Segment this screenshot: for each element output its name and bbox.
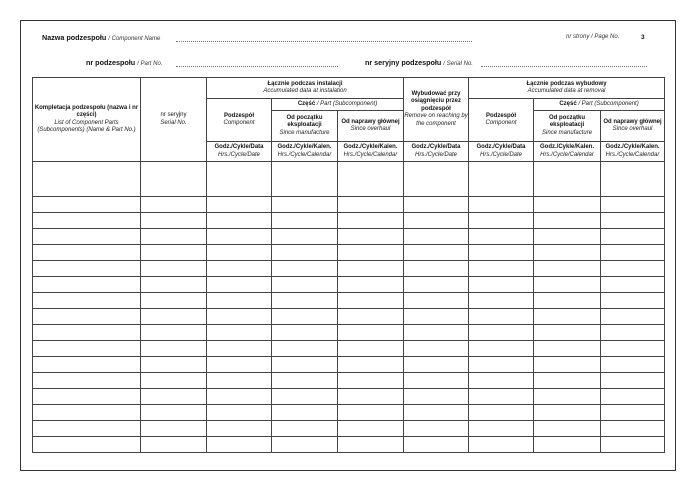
table-row: [33, 229, 665, 245]
table-cell[interactable]: [338, 197, 404, 213]
table-cell[interactable]: [141, 245, 207, 261]
component-name-label: Nazwa podzespołu / Component Name: [42, 33, 161, 42]
table-cell[interactable]: [338, 261, 404, 277]
table-cell[interactable]: [141, 162, 207, 197]
table-cell[interactable]: [338, 162, 404, 197]
table-cell[interactable]: [601, 437, 665, 453]
table-cell[interactable]: [404, 357, 469, 373]
table-cell[interactable]: [469, 373, 534, 389]
subcomponents-header: Kompletacja podzespołu (nazwa i nr części) List of Component Parts (Subcomponents) (Name & Part No.): [33, 78, 141, 162]
table-cell[interactable]: [534, 389, 601, 405]
table-cell[interactable]: [404, 162, 469, 197]
table-cell[interactable]: [404, 389, 469, 405]
table-row: [33, 162, 665, 197]
table-cell[interactable]: [534, 261, 601, 277]
table-cell[interactable]: [272, 357, 338, 373]
table-cell[interactable]: [469, 162, 534, 197]
table-row: [33, 357, 665, 373]
table-cell[interactable]: [272, 197, 338, 213]
table-cell[interactable]: [338, 405, 404, 421]
table-row: [33, 309, 665, 325]
table-body: [33, 162, 665, 453]
table-cell[interactable]: [33, 341, 141, 357]
removal-component-header: Podzespół Component: [469, 99, 534, 142]
table-cell[interactable]: [207, 357, 272, 373]
table-cell[interactable]: [338, 373, 404, 389]
table-cell[interactable]: [534, 341, 601, 357]
table-cell[interactable]: [404, 373, 469, 389]
table-cell[interactable]: [272, 373, 338, 389]
table-cell[interactable]: [601, 293, 665, 309]
part-no-field[interactable]: [176, 66, 338, 67]
table-cell[interactable]: [404, 229, 469, 245]
table-cell[interactable]: [207, 162, 272, 197]
table-cell[interactable]: [404, 325, 469, 341]
table-cell[interactable]: [534, 245, 601, 261]
table-cell[interactable]: [141, 293, 207, 309]
table-cell[interactable]: [272, 405, 338, 421]
table-cell[interactable]: [207, 421, 272, 437]
table-cell[interactable]: [469, 293, 534, 309]
table-cell[interactable]: [469, 341, 534, 357]
table-cell[interactable]: [469, 437, 534, 453]
component-name-field[interactable]: [176, 41, 472, 42]
table-row: [33, 277, 665, 293]
remove-on-header: Wybudować przy osiągnięciu przez podzespół Remove on reaching by the component: [404, 78, 469, 142]
table-cell[interactable]: [141, 421, 207, 437]
table-row: [33, 421, 665, 437]
unit-header: Godz./Cykle/Kalen. Hrs./Cycle/Calendar: [338, 142, 404, 162]
table-cell[interactable]: [469, 325, 534, 341]
table-row: [33, 261, 665, 277]
table-cell[interactable]: [534, 357, 601, 373]
table-cell[interactable]: [404, 437, 469, 453]
table-cell[interactable]: [33, 162, 141, 197]
table-cell[interactable]: [338, 325, 404, 341]
table-cell[interactable]: [207, 309, 272, 325]
table-cell[interactable]: [141, 229, 207, 245]
table-cell[interactable]: [338, 213, 404, 229]
table-cell[interactable]: [338, 389, 404, 405]
table-cell[interactable]: [534, 213, 601, 229]
table-cell[interactable]: [338, 341, 404, 357]
table-cell[interactable]: [141, 389, 207, 405]
table-cell[interactable]: [338, 293, 404, 309]
table-cell[interactable]: [33, 261, 141, 277]
table-cell[interactable]: [207, 245, 272, 261]
table-cell[interactable]: [33, 421, 141, 437]
table-cell[interactable]: [33, 405, 141, 421]
unit-header: Godz./Cykle/Data Hrs./Cycle/Date: [207, 142, 272, 162]
table-cell[interactable]: [33, 389, 141, 405]
table-cell[interactable]: [338, 421, 404, 437]
table-cell[interactable]: [272, 325, 338, 341]
table-cell[interactable]: [404, 277, 469, 293]
table-row: [33, 213, 665, 229]
table-cell[interactable]: [534, 162, 601, 197]
page-number: 3: [641, 34, 645, 41]
table-cell[interactable]: [404, 293, 469, 309]
table-cell[interactable]: [601, 309, 665, 325]
table-cell[interactable]: [272, 341, 338, 357]
table-cell[interactable]: [338, 437, 404, 453]
table-cell[interactable]: [534, 437, 601, 453]
table-cell[interactable]: [534, 277, 601, 293]
table-cell[interactable]: [601, 373, 665, 389]
table-cell[interactable]: [601, 245, 665, 261]
removal-since-overhaul-header: Od naprawy głównej Since overhaul: [601, 111, 665, 142]
part-no-label: nr podzespołu / Part No.: [86, 58, 163, 67]
table-cell[interactable]: [469, 213, 534, 229]
table-cell[interactable]: [404, 309, 469, 325]
table-cell[interactable]: [207, 389, 272, 405]
table-cell[interactable]: [404, 421, 469, 437]
table-row: [33, 293, 665, 309]
table-cell[interactable]: [469, 245, 534, 261]
table-cell[interactable]: [272, 229, 338, 245]
table-cell[interactable]: [469, 261, 534, 277]
unit-header: Godz./Cykle/Data Hrs./Cycle/Date: [469, 142, 534, 162]
table-cell[interactable]: [141, 437, 207, 453]
table-cell[interactable]: [33, 229, 141, 245]
table-cell[interactable]: [404, 197, 469, 213]
table-cell[interactable]: [601, 421, 665, 437]
table-cell[interactable]: [601, 389, 665, 405]
table-cell[interactable]: [601, 341, 665, 357]
table-cell[interactable]: [207, 277, 272, 293]
table-cell[interactable]: [404, 245, 469, 261]
table-cell[interactable]: [272, 389, 338, 405]
table-cell[interactable]: [601, 162, 665, 197]
table-row: [33, 325, 665, 341]
removal-since-manufacture-header: Od początku eksploatacji Since manufacture: [534, 111, 601, 142]
table-cell[interactable]: [207, 213, 272, 229]
install-since-overhaul-header: Od naprawy głównej Since overhaul: [338, 111, 404, 142]
table-cell[interactable]: [601, 357, 665, 373]
table-cell[interactable]: [141, 277, 207, 293]
table-cell[interactable]: [207, 229, 272, 245]
page-no-label: nr strony / Page No.: [566, 34, 620, 40]
table-cell[interactable]: [207, 325, 272, 341]
table-cell[interactable]: [272, 437, 338, 453]
table-cell[interactable]: [534, 325, 601, 341]
table-cell[interactable]: [272, 245, 338, 261]
removal-group-header: Łącznie podczas wybudowy Accumulated data at removal: [469, 78, 665, 99]
table-cell[interactable]: [601, 261, 665, 277]
table-cell[interactable]: [469, 357, 534, 373]
table-cell[interactable]: [141, 261, 207, 277]
table-cell[interactable]: [404, 341, 469, 357]
table-cell[interactable]: [207, 341, 272, 357]
table-cell[interactable]: [534, 421, 601, 437]
table-cell[interactable]: [469, 309, 534, 325]
table-cell[interactable]: [33, 325, 141, 341]
table-cell[interactable]: [33, 373, 141, 389]
table-cell[interactable]: [601, 213, 665, 229]
table-cell[interactable]: [272, 421, 338, 437]
table-cell[interactable]: [404, 405, 469, 421]
install-part-header: Część / Part (Subcomponent): [272, 99, 404, 111]
table-cell[interactable]: [601, 197, 665, 213]
table-cell[interactable]: [141, 309, 207, 325]
table-cell[interactable]: [33, 277, 141, 293]
table-cell[interactable]: [272, 162, 338, 197]
table-cell[interactable]: [207, 437, 272, 453]
table-cell[interactable]: [534, 293, 601, 309]
table-cell[interactable]: [207, 261, 272, 277]
table-cell[interactable]: [469, 389, 534, 405]
table-cell[interactable]: [272, 293, 338, 309]
table-cell[interactable]: [601, 405, 665, 421]
table-cell[interactable]: [469, 405, 534, 421]
table-cell[interactable]: [33, 245, 141, 261]
table-cell[interactable]: [534, 197, 601, 213]
install-group-header: Łącznie podczas instalacji Accumulated data at instalation: [207, 78, 404, 99]
table-cell[interactable]: [207, 373, 272, 389]
table-cell[interactable]: [272, 309, 338, 325]
table-cell[interactable]: [601, 277, 665, 293]
table-cell[interactable]: [469, 277, 534, 293]
table-cell[interactable]: [141, 373, 207, 389]
component-parts-table: [32, 77, 665, 453]
install-since-manufacture-header: Od początku eksploatacji Since manufacture: [272, 111, 338, 142]
table-cell[interactable]: [207, 293, 272, 309]
table-cell[interactable]: [338, 245, 404, 261]
table-cell[interactable]: [33, 357, 141, 373]
table-cell[interactable]: [534, 309, 601, 325]
unit-header: Godz./Cykle/Kalen. Hrs./Cycle/Calendar: [601, 142, 665, 162]
table-cell[interactable]: [33, 293, 141, 309]
unit-header: Godz./Cykle/Data Hrs./Cycle/Date: [404, 142, 469, 162]
table-cell[interactable]: [272, 261, 338, 277]
serial-no-field[interactable]: [481, 66, 647, 67]
table-cell[interactable]: [141, 357, 207, 373]
table-row: [33, 373, 665, 389]
table-row: [33, 437, 665, 453]
table-cell[interactable]: [469, 197, 534, 213]
table-cell[interactable]: [33, 197, 141, 213]
table-cell[interactable]: [141, 213, 207, 229]
table-cell[interactable]: [404, 261, 469, 277]
table-cell[interactable]: [272, 213, 338, 229]
install-component-header: Podzespół Component: [207, 99, 272, 142]
table-cell[interactable]: [33, 437, 141, 453]
table-cell[interactable]: [33, 213, 141, 229]
unit-header: Godz./Cykle/Kalen. Hrs./Cycle/Calendar: [272, 142, 338, 162]
table-cell[interactable]: [338, 309, 404, 325]
table-cell[interactable]: [33, 309, 141, 325]
unit-header: Godz./Cykle/Kalen. Hrs./Cycle/Calendar: [534, 142, 601, 162]
serial-no-label: nr seryjny podzespołu / Serial No.: [365, 58, 473, 67]
table-cell[interactable]: [338, 229, 404, 245]
table-cell[interactable]: [534, 405, 601, 421]
table-cell[interactable]: [404, 213, 469, 229]
table-cell[interactable]: [338, 357, 404, 373]
table-cell[interactable]: [141, 405, 207, 421]
table-cell[interactable]: [601, 229, 665, 245]
table-cell[interactable]: [469, 421, 534, 437]
table-row: [33, 197, 665, 213]
table-row: [33, 245, 665, 261]
table-cell[interactable]: [534, 229, 601, 245]
table-cell[interactable]: [338, 277, 404, 293]
table-cell[interactable]: [141, 325, 207, 341]
table-cell[interactable]: [141, 341, 207, 357]
table-cell[interactable]: [141, 197, 207, 213]
table-row: [33, 405, 665, 421]
table-cell[interactable]: [272, 277, 338, 293]
table-cell[interactable]: [469, 229, 534, 245]
table-cell[interactable]: [207, 197, 272, 213]
table-row: [33, 341, 665, 357]
table-cell[interactable]: [207, 405, 272, 421]
serial-header: nr seryjny Serial No.: [141, 78, 207, 162]
table-cell[interactable]: [534, 373, 601, 389]
table-row: [33, 389, 665, 405]
table-cell[interactable]: [601, 325, 665, 341]
removal-part-header: Część / Part (Subcomponent): [534, 99, 665, 111]
